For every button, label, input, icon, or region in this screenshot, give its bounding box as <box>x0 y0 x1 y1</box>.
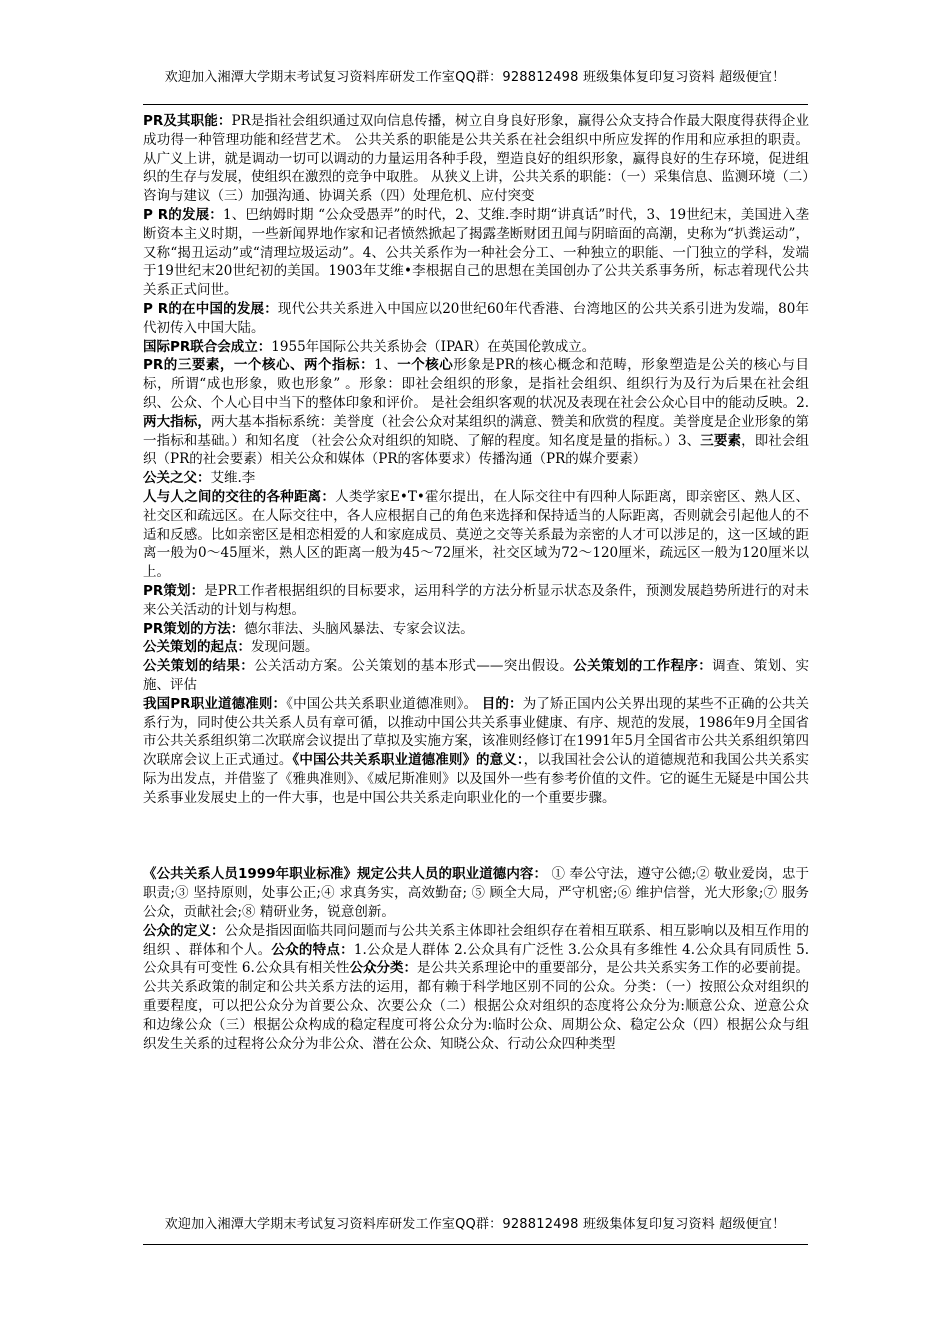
body-text: 德尔菲法、头脑风暴法、专家会议法。 <box>244 620 474 637</box>
body-text: 发现问题。 <box>251 639 319 656</box>
paragraph-planning-methods <box>143 620 809 639</box>
bold-term: 人与人之间的交往的各种距离： <box>143 488 336 505</box>
paragraph-pr-development <box>143 206 809 300</box>
body-text: 现代公共关系进入中国应以20世纪60年代香港、台湾地区的公共关系引进为发端，80年代初传入中国大陆。 <box>143 300 809 336</box>
body-text: 1.公众是人群体 2.公众具有广泛性 3.公众具有多维性 4.公众具有同质性 5.公众具有可变性 6.公众具有相关性 <box>143 941 809 977</box>
page-footer: 欢迎加入湘潭大学期末考试复习资料库研发工作室QQ群：928812498 班级集体复印复习资料 超级便宜！ <box>164 1217 786 1232</box>
bold-term: 公关之父： <box>143 470 211 487</box>
paragraph-pr-father <box>143 469 809 488</box>
paragraph-pr-china <box>143 300 809 338</box>
bold-term: 三要素 <box>700 432 742 449</box>
paragraph-ipra <box>143 338 809 357</box>
bold-term: 两大指标， <box>143 413 211 430</box>
bold-term: P R的在中国的发展： <box>143 300 278 317</box>
body-text: 两大基本指标系统：美誉度（社会公众对某组织的满意、赞美和欣赏的程度。美誉度是企业形象的第一指标和基础。）和知名度 （社会公众对组织的知晓、了解的程度。知名度是量的指标。）3、 <box>143 413 809 449</box>
body-text: PR是指社会组织通过双向信息传播，树立自身良好形象，赢得公众支持合作最大限度得获得企业成功得一种管理功能和经营艺术。 公共关系的职能是公共关系在社会组织中所应发挥的作用和应承担的职责。 从广义上讲，就是调动一切可以调动的力量运用各种手段，塑造良好的组织形象，赢得良好的生存环境，促进组织的生存与发展，使组织在激烈的竞争中取胜。 从狭义上讲，公共关系的职能：（一）采集信息、监测环境（二）咨询与建议（三）加强沟通、协调关系（四）处理危机、应付突变 <box>143 113 810 205</box>
body-text: 人类学家E•T•霍尔提出，在人际交往中有四种人际距离，即亲密区、熟人区、社交区和疏远区。在人际交往中，各人应根据自己的角色来选择和保持适当的人际距离，否则就会引起他人的不适和反感。比如亲密区是相恋相爱的人和家庭成员、莫逆之交等关系最为亲密的人才可以涉足的，这一区域的距离一般为0～45厘米，熟人区的距离一般为45～72厘米，社交区域为72～120厘米，疏远区一般为120厘米以上。 <box>143 488 809 581</box>
bold-term: 国际PR联合会成立： <box>143 338 272 355</box>
bold-term: 公众的特点： <box>271 941 354 958</box>
document-body <box>143 112 809 1053</box>
paragraph-pr-planning <box>143 582 809 620</box>
paragraph-interpersonal-distance <box>143 488 809 582</box>
body-text: 艾维.李 <box>210 470 256 487</box>
paragraph-pr-three-elements <box>143 356 809 469</box>
paragraph-pr-functions <box>143 112 809 206</box>
body-text: 为了矫正国内公关界出现的某些不正确的公共关系行为，同时使公共关系人员有章可循，以推动中国公共关系事业健康、有序、规范的发展，1986年9月全国省市公共关系组织第二次联席会议提出了草拟及实施方案，该准则经修订在1991年5月全国省市公共关系组织第四次联席会议上正式通过。 <box>143 695 810 769</box>
header-divider <box>143 104 808 105</box>
bold-term: 我国PR职业道德准则： <box>143 695 287 712</box>
bold-term: 公众的定义： <box>143 922 225 939</box>
page-header: 欢迎加入湘潭大学期末考试复习资料库研发工作室QQ群：928812498 班级集体复印复习资料 超级便宜！ <box>164 70 786 85</box>
bold-term: 一个核心 <box>397 357 454 374</box>
paragraph-1999-standard <box>143 865 809 921</box>
bold-term: 《中国公共关系职业道德准则》的意义： <box>292 752 524 769</box>
body-text: 公关活动方案。公关策划的基本形式——突出假设。 <box>254 658 574 675</box>
paragraph-planning-result <box>143 657 809 695</box>
body-text: 《中国公共关系职业道德准则》。 <box>286 695 482 712</box>
body-text: 是PR工作者根据组织的目标要求，运用科学的方法分析显示状态及条件，预测发展趋势所进行的对未来公关活动的计划与构想。 <box>143 582 810 618</box>
body-text: ，以我国社会公认的道德规范和我国公共关系实际为出发点，并借鉴了《雅典准则》、《威尼斯准则》以及国外一些有参考价值的文件。它的诞生无疑是中国公共关系事业发展史上的一件大事，也是中国公共关系走向职业化的一个重要步骤。 <box>143 752 810 806</box>
body-text: 1955年国际公共关系协会（IPAR）在英国伦敦成立。 <box>271 338 596 355</box>
body-text: 公众是指因面临共同问题而与公共关系主体即社会组织存在着相互联系、相互影响以及相互作用的组织 、群体和个人。 <box>143 922 809 958</box>
bold-term: 公关策划的起点： <box>143 639 251 656</box>
body-text: 是公共关系理论中的重要部分，是公共关系实务工作的必要前提。公共关系政策的制定和公共关系方法的运用，都有赖于科学地区别不同的公众。分类：（一）按照公众对组织的重要程度，可以把公众分为首要公众、次要公众（二）根据公众对组织的态度将公众分为:顺意公众、逆意公众和边缘公众（三）根据公众构成的稳定程度可将公众分为:临时公众、周期公众、稳定公众（四）根据公众与组织发生关系的过程将公众分为非公众、潜在公众、知晓公众、行动公众四种类型 <box>143 960 810 1052</box>
bold-term: PR及其职能： <box>143 113 232 129</box>
body-text: 调查、策划、实施、评估 <box>143 658 810 693</box>
body-text: 形象是PR的核心概念和范畴，形象塑造是公关的核心与目标，所谓“成也形象，败也形象” 。形象：即社会组织的形象，是指社会组织、组织行为及行为后果在社会组织、公众、个人心目中当下的整体印象和评价。 是社会组织客观的状况及表现在社会公众心目中的能动反映。2. <box>143 357 810 411</box>
bold-term: PR的三要素，一个核心、两个指标： <box>143 357 375 374</box>
bold-term: 公众分类： <box>349 960 418 977</box>
body-text: 1、 <box>374 357 398 374</box>
bold-term: 公关策划的结果： <box>143 658 255 675</box>
bold-term: PR策划： <box>143 582 205 599</box>
section-gap <box>143 807 809 865</box>
body-text: ，即社会组织（PR的社会要素）相关公众和媒体（PR的客体要求）传播沟通（PR的媒介要素） <box>143 432 810 468</box>
body-text: 1、巴纳姆时期 “公众受愚弄”的时代，2、艾维.李时期“讲真话”时代，3、19世纪末，美国进入垄断资本主义时期，一些新闻界地作家和记者愤然掀起了揭露垄断财团丑闻与阴暗面的高潮，史称为“扒粪运动”，又称“揭丑运动”或“清理垃圾运动”。4、公共关系作为一种社会分工、一种独立的职能、一门独立的学科，发端于19世纪末20世纪初的美国。1903年艾维•李根据自己的思想在美国创办了公共关系事务所，标志着现代公共关系正式问世。 <box>143 206 809 299</box>
bold-term: 公关策划的工作程序： <box>573 658 713 675</box>
paragraph-publics <box>143 922 809 1054</box>
bold-term: P R的发展： <box>143 206 223 223</box>
paragraph-planning-start <box>143 638 809 657</box>
bold-term: 《公共关系人员1999年职业标准》规定公共人员的职业道德内容： <box>143 866 548 883</box>
footer-divider <box>143 1244 808 1245</box>
body-text: ① 奉公守法，遵守公德;② 敬业爱岗，忠于职责;③ 坚持原则，处事公正;④ 求真务实，高效勤奋; ⑤ 顾全大局，严守机密;⑥ 维护信誉，光大形象;⑦ 服务公众，贡献社会;⑧ 精研业务，锐意创新。 <box>143 866 809 921</box>
bold-term: 目的： <box>481 695 523 712</box>
paragraph-ethics-code <box>143 695 809 808</box>
bold-term: PR策划的方法： <box>143 620 245 637</box>
